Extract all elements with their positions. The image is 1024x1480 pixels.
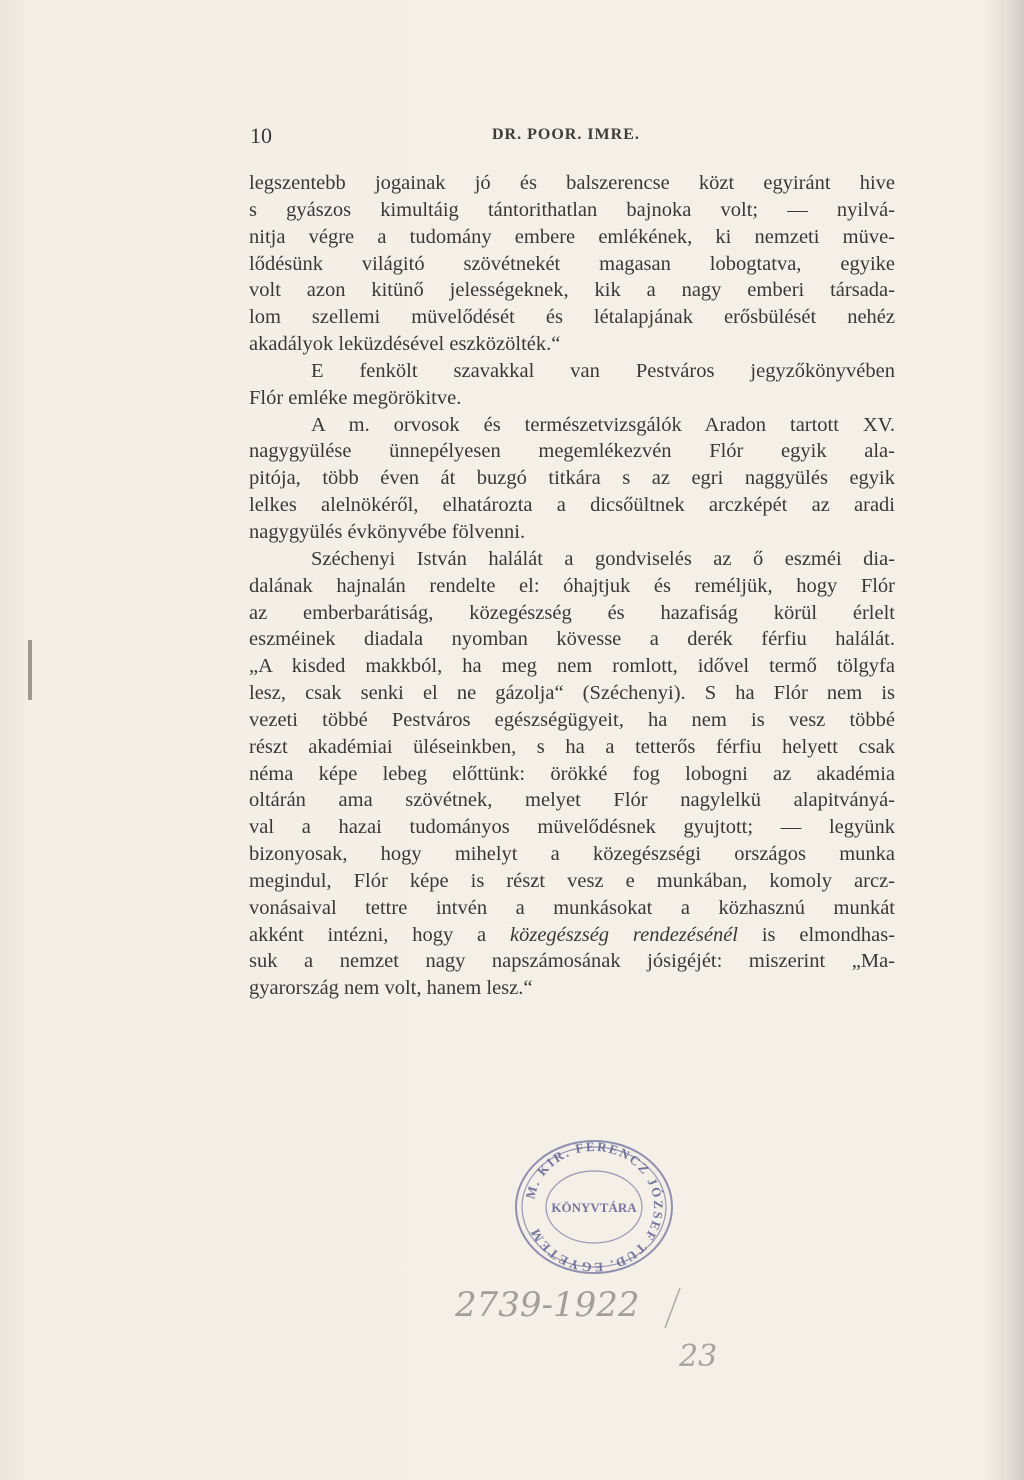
text-line: lelkes alelnökéről, elhatározta a dicsőültnek arczképét az aradi: [249, 494, 895, 517]
text-line: suk a nemzet nagy napszámosának jósigéjét: miszerint „Ma-: [249, 950, 895, 973]
handwritten-note: [675, 1328, 745, 1378]
text-line: vezeti többé Pestváros egészségügyeit, ha nem is vesz többé: [249, 708, 895, 731]
note-text: 23: [679, 1339, 718, 1374]
handwriting-icon: [455, 1280, 695, 1330]
page-edge: [1004, 0, 1024, 1480]
text-line: pitója, több éven át buzgó titkára s az egri naggyülés egyik: [249, 467, 895, 490]
text-line: néma képe lebeg előttünk: örökké fog lobogni az akadémia: [249, 762, 895, 785]
text-line: nagygyülése ünnepélyesen megemlékezvén Flór egyik ala-: [249, 440, 895, 463]
text-line: bizonyosak, hogy mihelyt a közegészségi országos munka: [249, 843, 895, 866]
handwriting-note-icon: [675, 1328, 745, 1378]
text-line: lom szellemi müvelődését és létalapjának erősbülését nehéz: [249, 306, 895, 329]
text-line: s gyászos kimultáig tántorithatlan bajnoka volt; — nyilvá-: [249, 198, 895, 221]
body-text: [249, 170, 895, 1002]
text-line: megindul, Flór képe is részt vesz e munkában, komoly arcz-: [249, 869, 895, 892]
running-head: DR. POOR. IMRE.: [492, 126, 640, 143]
text-line: eszméinek diadala nyomban kövesse a derék férfiu halálát.: [249, 628, 895, 651]
stamp-center-text: KÖNYVTÁRA: [551, 1200, 637, 1215]
text-run: is elmondhas-: [738, 923, 896, 946]
text-line: E fenkölt szavakkal van Pestváros jegyzőkönyvében: [311, 359, 895, 382]
call-number-text: 2739-1922: [455, 1285, 640, 1325]
text-line: „A kisded makkból, ha meg nem romlott, idővel termő tölgyfa: [249, 655, 895, 678]
library-stamp: [508, 1136, 680, 1278]
page-number: 10: [250, 123, 272, 148]
text-line: legszentebb jogainak jó és balszerencse közt egyiránt hive: [249, 172, 895, 194]
text-line: nitja végre a tudomány embere emlékének, ki nemzeti müve-: [249, 225, 895, 248]
text-line: részt akadémiai üléseinkben, s ha a tetterős férfiu helyett csak: [249, 735, 895, 758]
text-line: akadályok leküzdésével eszközölték.“: [249, 333, 561, 356]
text-line: az emberbarátiság, közegészség és hazafiság körül érlelt: [249, 601, 895, 624]
stamp-ring-text: M. KIR. FERENCZ JÓZSEF TUD. EGYETEM: [522, 1138, 667, 1276]
text-line: dalának hajnalán rendelte el: óhajtjuk és reméljük, hogy Flór: [249, 574, 895, 597]
text-line: lesz, csak senki el ne gázolja“ (Széchenyi). S ha Flór nem is: [249, 682, 895, 705]
text-run: akként intézni, hogy a: [249, 923, 510, 946]
text-line: vonásaival tettre intvén a munkásokat a közhasznú munkát: [249, 896, 895, 919]
text-line: Széchenyi István halálát a gondviselés az ő eszméi dia-: [311, 547, 895, 570]
handwritten-call-number: [455, 1280, 695, 1330]
page-header: [250, 123, 896, 149]
italic-phrase: közegészség rendezésénél: [510, 923, 739, 946]
stamp-icon: [508, 1136, 680, 1278]
text-line: oltárán ama szövétnek, melyet Flór nagylelkü alapitványá-: [249, 789, 895, 812]
text-line: gyarország nem volt, hanem lesz.“: [249, 977, 533, 1000]
margin-mark: [28, 640, 32, 700]
text-line: nagygyülés évkönyvébe fölvenni.: [249, 520, 526, 543]
text-line: lődésünk világitó szövétnekét magasan lobogtatva, egyike: [249, 252, 895, 275]
text-line: Flór emléke megörökitve.: [249, 386, 462, 409]
text-line: val a hazai tudományos müvelődésnek gyujtott; — legyünk: [249, 816, 895, 839]
text-line: volt azon kitünő jelességeknek, kik a nagy emberi társada-: [249, 279, 895, 302]
text-line: A m. orvosok és természetvizsgálók Aradon tartott XV.: [311, 413, 895, 436]
text-line-mixed: [249, 922, 895, 949]
